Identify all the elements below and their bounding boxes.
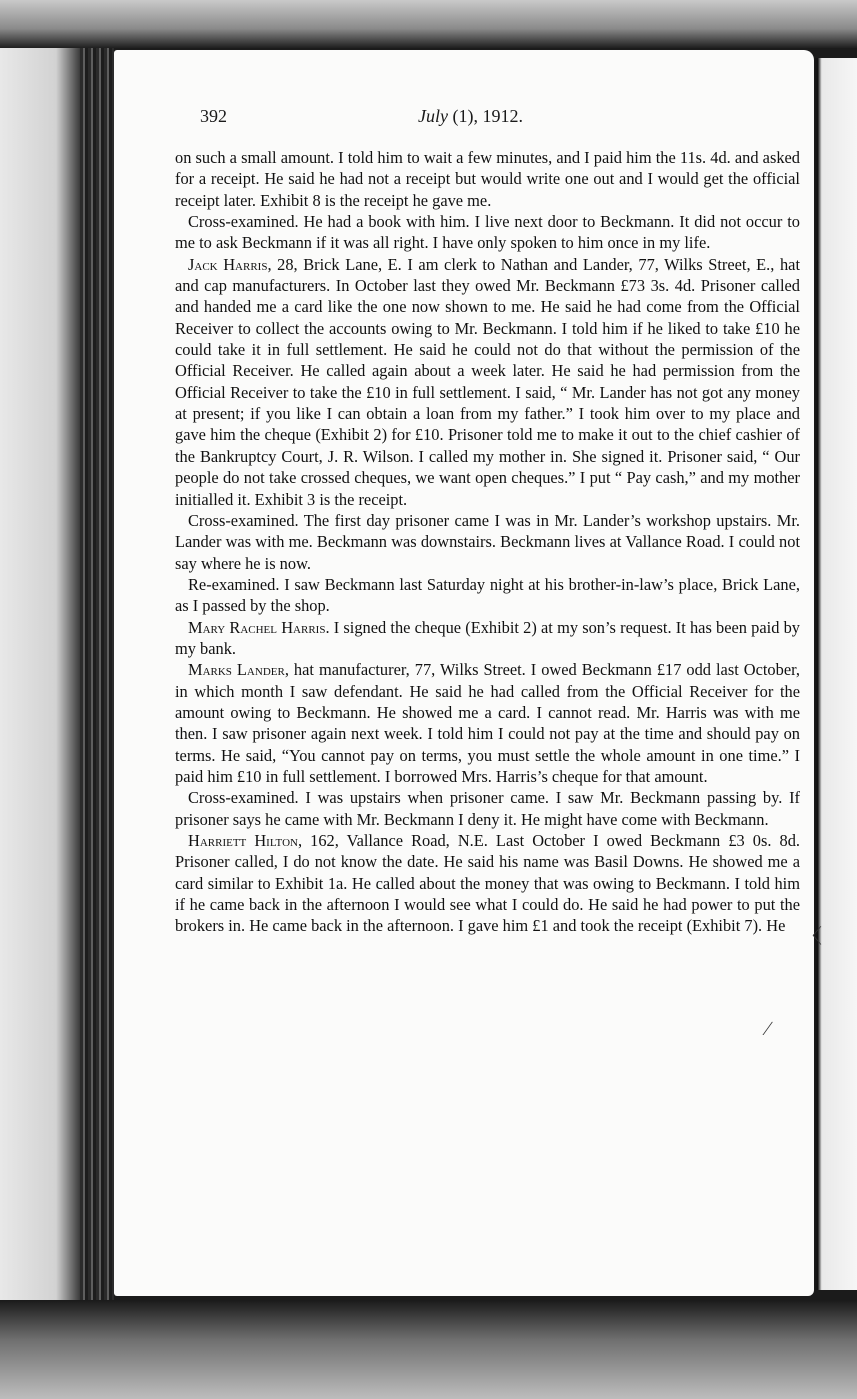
page-header: [200, 106, 720, 130]
pencil-bracket-mark-icon: 〈: [802, 926, 822, 948]
witness-name: Harriett Hilton: [188, 831, 298, 850]
witness-name: Jack Harris: [188, 254, 268, 274]
book-page: [114, 50, 814, 1296]
book-spine: [80, 48, 114, 1300]
paragraph: [175, 830, 800, 937]
running-head: [418, 106, 523, 127]
paragraph: [175, 254, 800, 510]
pencil-margin-mark-icon: ∕: [766, 1018, 770, 1040]
paragraph-text: Cross-examined. He had a book with him. I live next door to Beckmann. It did not occur to me to ask Beckmann if it was all right. I have only spoken to him once in my life.: [175, 212, 800, 253]
witness-name: Mary Rachel Harris: [188, 617, 326, 637]
witness-name: Marks Lander: [188, 660, 285, 680]
page-number: 392: [200, 106, 227, 126]
paragraph-text: on such a small amount. I told him to wait a few minutes, and I paid him the 11s. 4d. and asked for a receipt. He said he had not a receipt but would write one out and I would get the official receipt later. Exhibit 8 is the receipt he gave me.: [175, 148, 800, 210]
body-text: [175, 147, 800, 937]
paragraph-text: Cross-examined. The first day prisoner came I was in Mr. Lander’s workshop upstairs. Mr. Lander was with me. Beckmann was downstairs. Beckmann lives at Vallance Road. I could not say where he is now.: [175, 510, 800, 573]
paragraph: [175, 147, 800, 211]
paragraph: [175, 659, 800, 787]
paragraph: [175, 574, 800, 617]
scan-top-border: [0, 0, 857, 48]
running-head-session: (1), 1912.: [452, 106, 523, 126]
paragraph: [175, 787, 800, 830]
paragraph: [175, 211, 800, 254]
paragraph-text: Re-examined. I saw Beckmann last Saturday night at his brother-in-law’s place, Brick Lane, as I passed by the shop.: [175, 574, 800, 616]
paragraph-text: , 162, Vallance Road, N.E. Last October I owed Beckmann £3 0s. 8d. Prisoner called, I do not know the date. He said his name was Basil Downs. He showed me a card similar to Exhibit 1a. He called about the money that was owing to Beckmann. I told him if he came back in the afternoon I would see what I could do. He said he had power to put the brokers in. He came back in the afternoon. I gave him £1 and took the receipt (Exhibit 7). He: [175, 831, 800, 936]
running-head-month: July: [418, 106, 448, 126]
paragraph-text: , 28, Brick Lane, E. I am clerk to Nathan and Lander, 77, Wilks Street, E., hat and cap manufacturers. In October last they owed Mr. Beckmann £73 3s. 4d. Prisoner called and handed me a card like the one now shown to me. He said he had come from the Official Receiver to collect the accounts owing to Mr. Beckmann. I told him if he liked to take £10 he could take it in full settlement. He said he could not do that without the permission of the Official Receiver. He called again about a week later. He said he had permission from the Official Receiver to take the £10 in full settlement. I said, “ Mr. Lander has not got any money at present; if you like I can obtain a loan from my father.” I took him over to my place and gave him the cheque (Exhibit 2) for £10. Prisoner told me to make it out to the chief cashier of the Bankruptcy Court, J. R. Wilson. I called my mother in. She signed it. Prisoner said, “ Our people do not take crossed cheques, we want open cheques.” I put “ Pay cash,” and my mother initialled it. Exhibit 3 is the receipt.: [175, 254, 800, 509]
book-right-edge: [808, 58, 857, 1290]
paragraph: [175, 617, 800, 660]
scan-bottom-border: [0, 1300, 857, 1399]
paragraph-text: , hat manufacturer, 77, Wilks Street. I owed Beckmann £17 odd last October, in which month I saw defendant. He said he had called from the Official Receiver for the amount owing to Beckmann. He showed me a card. I cannot read. Mr. Harris was with me then. I saw prisoner again next week. I told him I could not pay at the time and should pay on terms. He said, “You cannot pay on terms, you must settle the whole amount in one time.” I paid him £10 in full settlement. I borrowed Mrs. Harris’s cheque for that amount.: [175, 660, 800, 786]
scan-left-margin: [0, 0, 80, 1399]
paragraph: [175, 510, 800, 574]
paragraph-text: Cross-examined. I was upstairs when prisoner came. I saw Mr. Beckmann passing by. If prisoner says he came with Mr. Beckmann I deny it. He might have come with Beckmann.: [175, 788, 800, 829]
paragraph-text: . I signed the cheque (Exhibit 2) at my son’s request. It has been paid by my bank.: [175, 617, 800, 658]
